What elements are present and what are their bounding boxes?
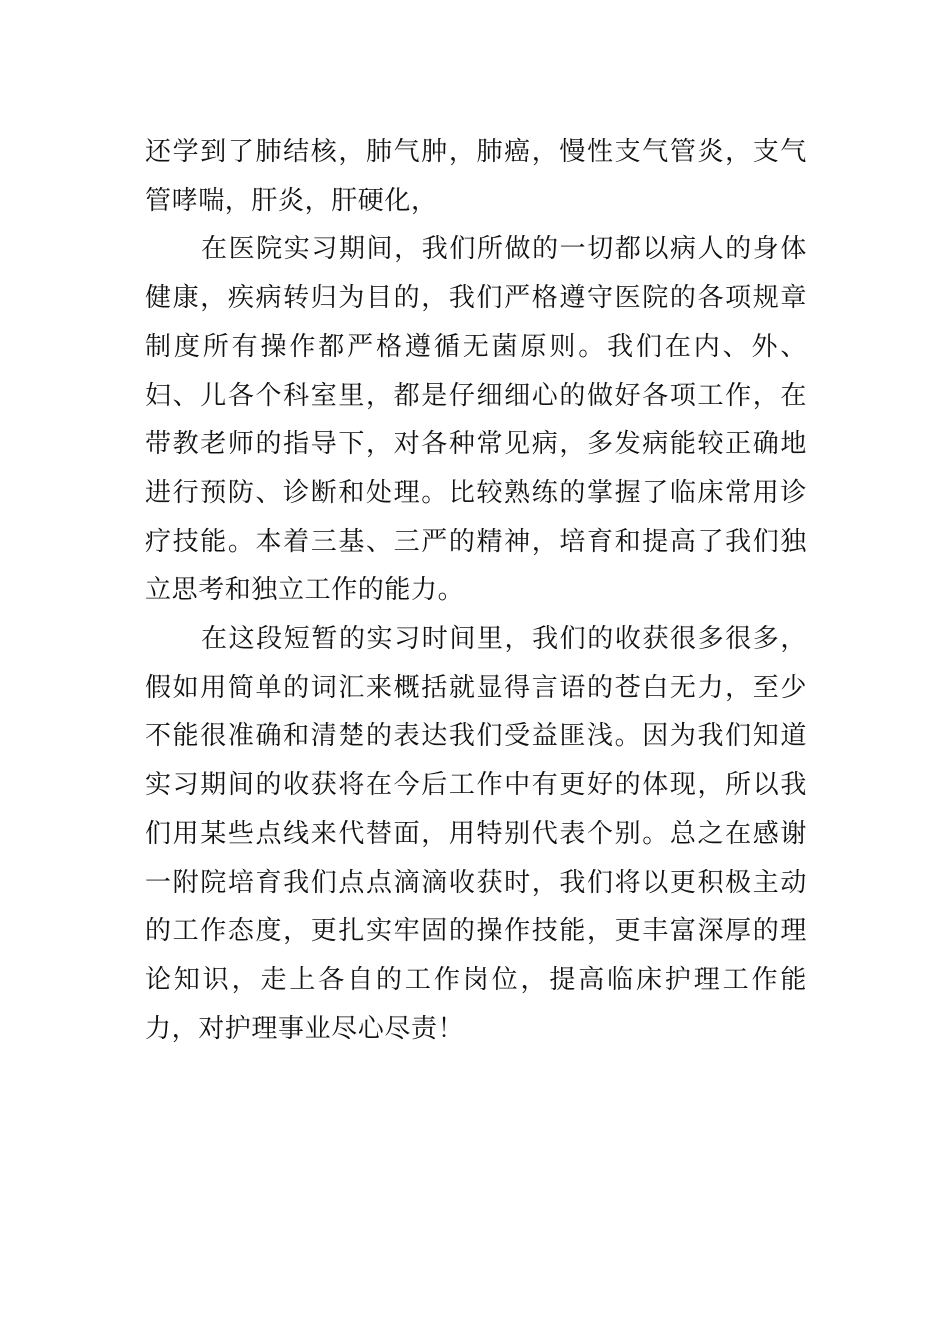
paragraph-1: 还学到了肺结核，肺气肿，肺癌，慢性支气管炎，支气管哮喘，肝炎，肝硬化， (145, 137, 807, 216)
paragraph-2: 在医院实习期间，我们所做的一切都以病人的身体健康，疾病转归为目的，我们严格遵守医院的各项规章制度所有操作都严格遵循无菌原则。我们在内、外、妇、儿各个科室里，都是仔细细心的做好各项工作，在带教老师的指导下，对各种常见病，多发病能较正确地进行预防、诊断和处理。比较熟练的掌握了临床常用诊疗技能。本着三基、三严的精神，培育和提高了我们独立思考和独立工作的能力。 (145, 234, 807, 606)
paragraph-3: 在这段短暂的实习时间里，我们的收获很多很多，假如用简单的词汇来概括就显得言语的苍白无力，至少不能很准确和清楚的表达我们受益匪浅。因为我们知道实习期间的收获将在今后工作中有更好的体现，所以我们用某些点线来代替面，用特别代表个别。总之在感谢一附院培育我们点点滴滴收获时，我们将以更积极主动的工作态度，更扎实牢固的操作技能，更丰富深厚的理论知识，走上各自的工作岗位，提高临床护理工作能力，对护理事业尽心尽责！ (145, 624, 807, 1044)
document-body (145, 128, 807, 1053)
